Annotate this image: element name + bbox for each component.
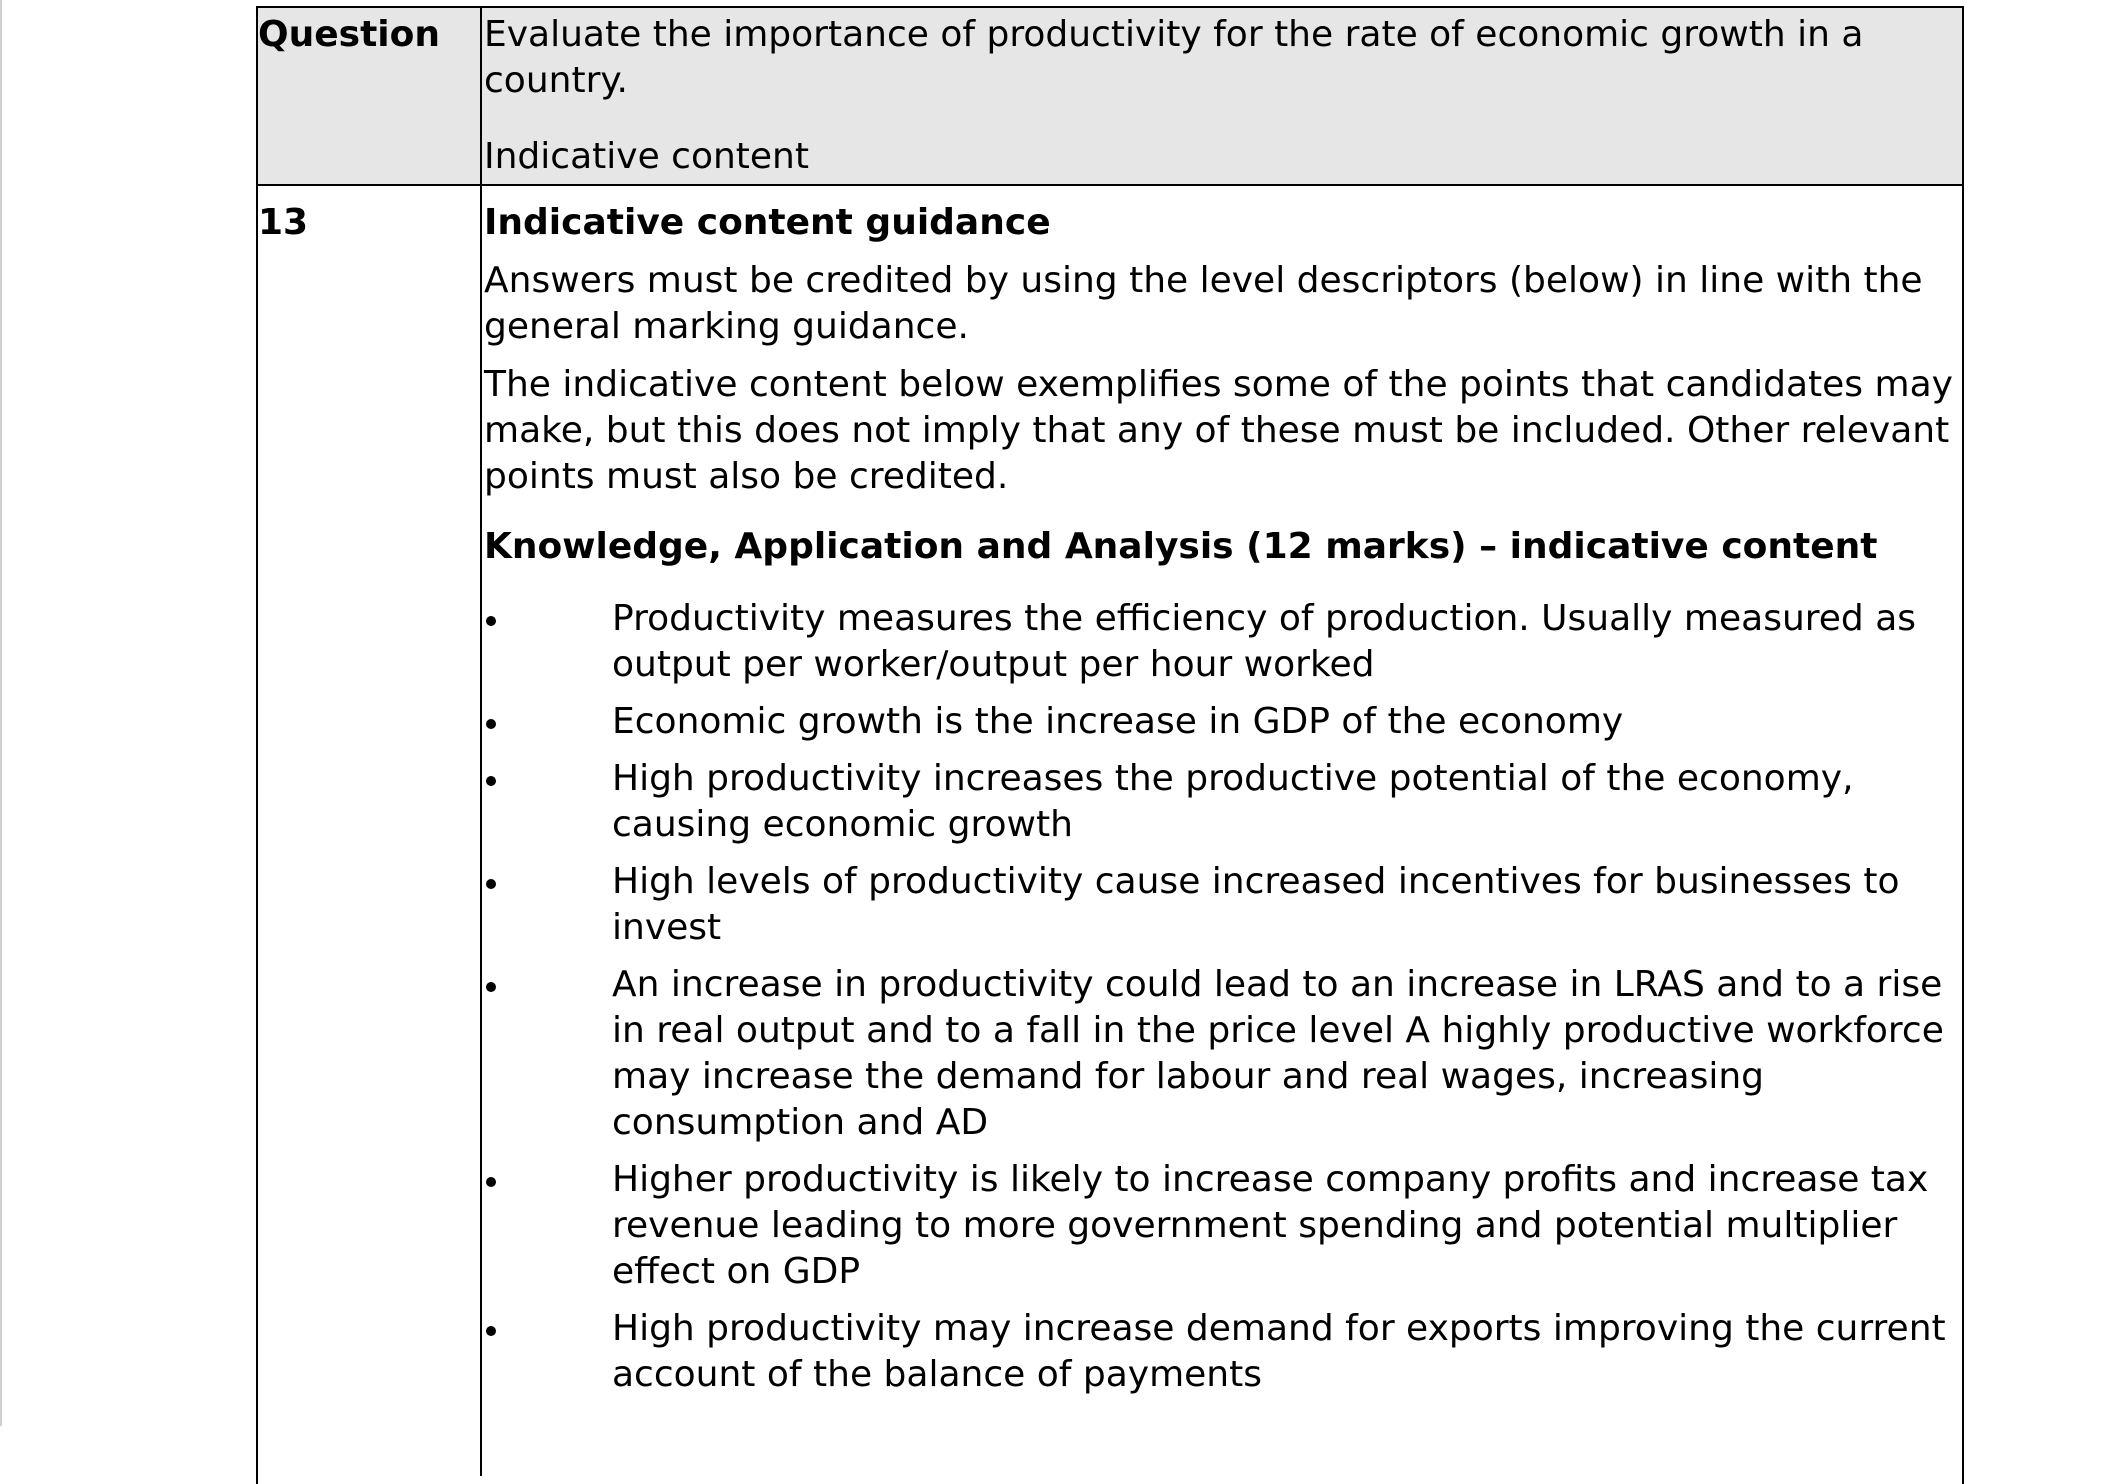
indicative-content-label: Indicative content	[484, 136, 809, 177]
question-number: 13	[258, 202, 309, 243]
question-text: Evaluate the importance of productivity for the rate of economic growth in a country.	[484, 14, 1864, 101]
guidance-paragraph-1: Answers must be credited by using the level descriptors (below) in line with the general marking guidance.	[484, 260, 1923, 347]
list-item	[484, 596, 1954, 688]
column-divider	[480, 6, 482, 1476]
indicative-points-list	[484, 596, 1954, 1398]
bullet-icon	[486, 982, 496, 992]
list-item	[484, 1157, 1954, 1295]
list-item-text: High productivity may increase demand for exports improving the current account of the balance of payments	[612, 1308, 1946, 1395]
list-item-text: An increase in productivity could lead to an increase in LRAS and to a rise in real output and to a fall in the price level A highly productive workforce may increase the demand for labour and real wages, increasing consumption and AD	[612, 964, 1944, 1143]
list-item	[484, 1306, 1954, 1398]
question-column-header: Question	[258, 14, 440, 55]
indicative-content-cell	[484, 200, 1954, 1409]
bullet-icon	[486, 1326, 496, 1336]
guidance-title: Indicative content guidance	[484, 202, 1051, 243]
guidance-paragraph-2: The indicative content below exemplifies some of the points that candidates may make, but this does not imply that any of these must be included. Other relevant points must also be credited.	[484, 364, 1953, 497]
list-item	[484, 699, 1954, 745]
list-item-text: Higher productivity is likely to increase company profits and increase tax revenue leading to more government spending and potential multiplier effect on GDP	[612, 1159, 1929, 1292]
bullet-icon	[486, 776, 496, 786]
list-item-text: Productivity measures the efficiency of production. Usually measured as output per worker/output per hour worked	[612, 598, 1917, 685]
list-item-text: Economic growth is the increase in GDP of the economy	[612, 701, 1624, 742]
list-item-text: High levels of productivity cause increased incentives for businesses to invest	[612, 861, 1900, 948]
page-left-edge	[0, 0, 2, 1426]
list-item-text: High productivity increases the productive potential of the economy, causing economic growth	[612, 758, 1854, 845]
section-heading: Knowledge, Application and Analysis (12 marks) – indicative content	[484, 526, 1878, 567]
bullet-icon	[486, 616, 496, 626]
bullet-icon	[486, 1177, 496, 1187]
bullet-icon	[486, 719, 496, 729]
mark-scheme-table	[256, 6, 1964, 1446]
list-item	[484, 756, 1954, 848]
list-item	[484, 859, 1954, 951]
list-item	[484, 962, 1954, 1146]
bullet-icon	[486, 879, 496, 889]
